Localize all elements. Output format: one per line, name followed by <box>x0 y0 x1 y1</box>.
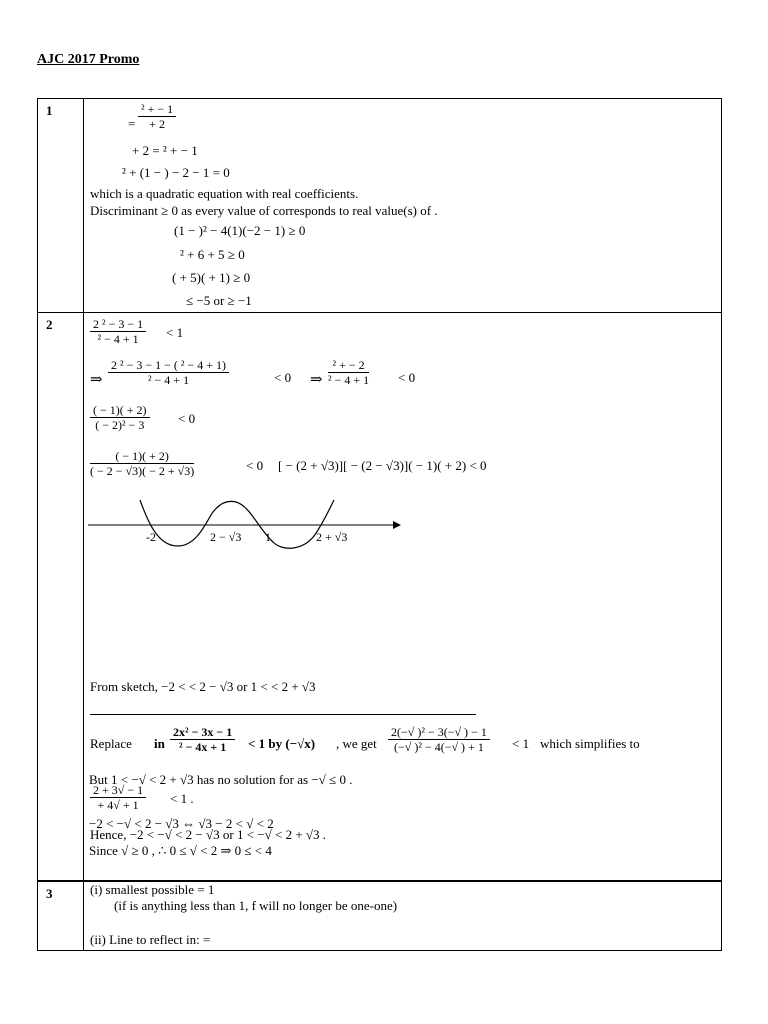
question-row-2 <box>37 312 722 881</box>
inequality-sign: < 1 . <box>170 791 194 806</box>
inequality-fraction <box>388 725 490 754</box>
text-line: But 1 < −√ < 2 + √3 has no solution for as −√ ≤ 0 . <box>89 772 353 787</box>
question-row-3 <box>37 881 722 951</box>
fraction-numerator: ( − 1)( + 2) <box>90 449 194 464</box>
equation-line: = <box>128 116 136 131</box>
fraction-denominator: ( − 2)² − 3 <box>95 418 145 432</box>
separator-line <box>90 714 476 715</box>
equation-line: (1 − )² − 4(1)(−2 − 1) ≥ 0 <box>174 223 306 238</box>
fraction-numerator: 2x² − 3x − 1 <box>170 725 235 740</box>
equation-line: ² + (1 − ) − 2 − 1 = 0 <box>122 165 230 180</box>
inequality-sign: < 0 <box>246 458 264 473</box>
inequality-sign: < 0 <box>274 370 292 385</box>
fraction-numerator: ² + − 1 <box>138 102 176 117</box>
equation-line: ( + 5)( + 1) ≥ 0 <box>172 270 251 285</box>
text-line: Replace <box>90 736 132 751</box>
implies-symbol: ⇒ <box>310 372 323 388</box>
text-line: in <box>154 736 165 751</box>
text-line: which is a quadratic equation with real coefficients. <box>90 186 359 201</box>
text-line: which simplifies to <box>540 736 640 751</box>
fraction-denominator: ² − 4x + 1 <box>179 740 227 754</box>
fraction-numerator: 2 ² − 3 − 1 − ( ² − 4 + 1) <box>108 358 229 373</box>
text-line: (ii) Line to reflect in: = <box>90 932 211 947</box>
inequality-fraction <box>90 449 194 478</box>
inequality-sign: < 1 <box>512 736 530 751</box>
text-line: Discriminant ≥ 0 as every value of corresponds to real value(s) of . <box>90 203 438 218</box>
text-line: Since √ ≥ 0 , ∴ 0 ≤ √ < 2 ⇒ 0 ≤ < 4 <box>89 843 272 858</box>
inequality-sign: < 1 <box>166 325 184 340</box>
fraction-numerator: ² + − 2 <box>328 358 369 373</box>
text-line: < 1 by (−√x) <box>248 736 316 751</box>
fraction-numerator: 2 + 3√ − 1 <box>90 783 146 798</box>
inequality-fraction <box>328 358 369 387</box>
implies-symbol: ⇒ <box>90 372 103 388</box>
question-row-1 <box>37 98 722 313</box>
text-line: Hence, −2 < −√ < 2 − √3 or 1 < −√ < 2 + √3 . <box>90 827 327 842</box>
column-divider <box>83 99 84 312</box>
fraction-denominator: ² − 4 + 1 <box>328 373 370 387</box>
fraction-numerator: 2(−√ )² − 3(−√ ) − 1 <box>388 725 490 740</box>
fraction-denominator: ² − 4 + 1 <box>97 332 139 346</box>
inequality-fraction <box>90 403 150 432</box>
fraction-numerator: 2 ² − 3 − 1 <box>90 317 146 332</box>
text-line: −2 < −√ < 2 − √3 ⇔ √3 − 2 < √ < 2 <box>89 816 274 831</box>
arrow-head-icon <box>393 521 401 529</box>
question-number: 3 <box>46 886 53 901</box>
sign-sketch <box>88 498 418 558</box>
equation-line: + 2 = ² + − 1 <box>132 143 198 158</box>
question-number: 2 <box>46 317 53 332</box>
fraction-denominator: (−√ )² − 4(−√ ) + 1 <box>394 740 484 754</box>
fraction-denominator: + 4√ + 1 <box>97 798 139 812</box>
text-line: (i) smallest possible = 1 <box>90 882 215 897</box>
document-title: AJC 2017 Promo <box>37 52 140 67</box>
text-line: (if is anything less than 1, f will no longer be one-one) <box>114 898 398 913</box>
inequality-sign: < 0 <box>398 370 416 385</box>
fraction-denominator: ² − 4 + 1 <box>147 373 190 387</box>
fraction-denominator: ( − 2 − √3)( − 2 + √3) <box>90 464 195 478</box>
inequality-fraction <box>90 317 146 346</box>
equation-line: ² + 6 + 5 ≥ 0 <box>180 247 245 262</box>
root-label: 2 − √3 <box>210 530 242 544</box>
root-label: 2 + √3 <box>316 530 348 544</box>
root-label: -2 <box>146 530 156 544</box>
equation-fraction <box>138 102 176 131</box>
equation-line: [ − (2 + √3)][ − (2 − √3)]( − 1)( + 2) < 0 <box>278 458 487 473</box>
inequality-fraction <box>108 358 229 387</box>
inequality-fraction <box>170 725 235 754</box>
column-divider <box>83 313 84 880</box>
root-label: 1 <box>265 530 271 544</box>
column-divider <box>83 882 84 950</box>
equation-line: ≤ −5 or ≥ −1 <box>186 293 252 308</box>
fraction-numerator: ( − 1)( + 2) <box>90 403 150 418</box>
text-line: , we get <box>336 736 377 751</box>
question-number: 1 <box>46 103 53 118</box>
inequality-sign: < 0 <box>178 411 196 426</box>
fraction-denominator: + 2 <box>149 117 165 131</box>
text-line: From sketch, −2 < < 2 − √3 or 1 < < 2 + √3 <box>90 679 316 694</box>
